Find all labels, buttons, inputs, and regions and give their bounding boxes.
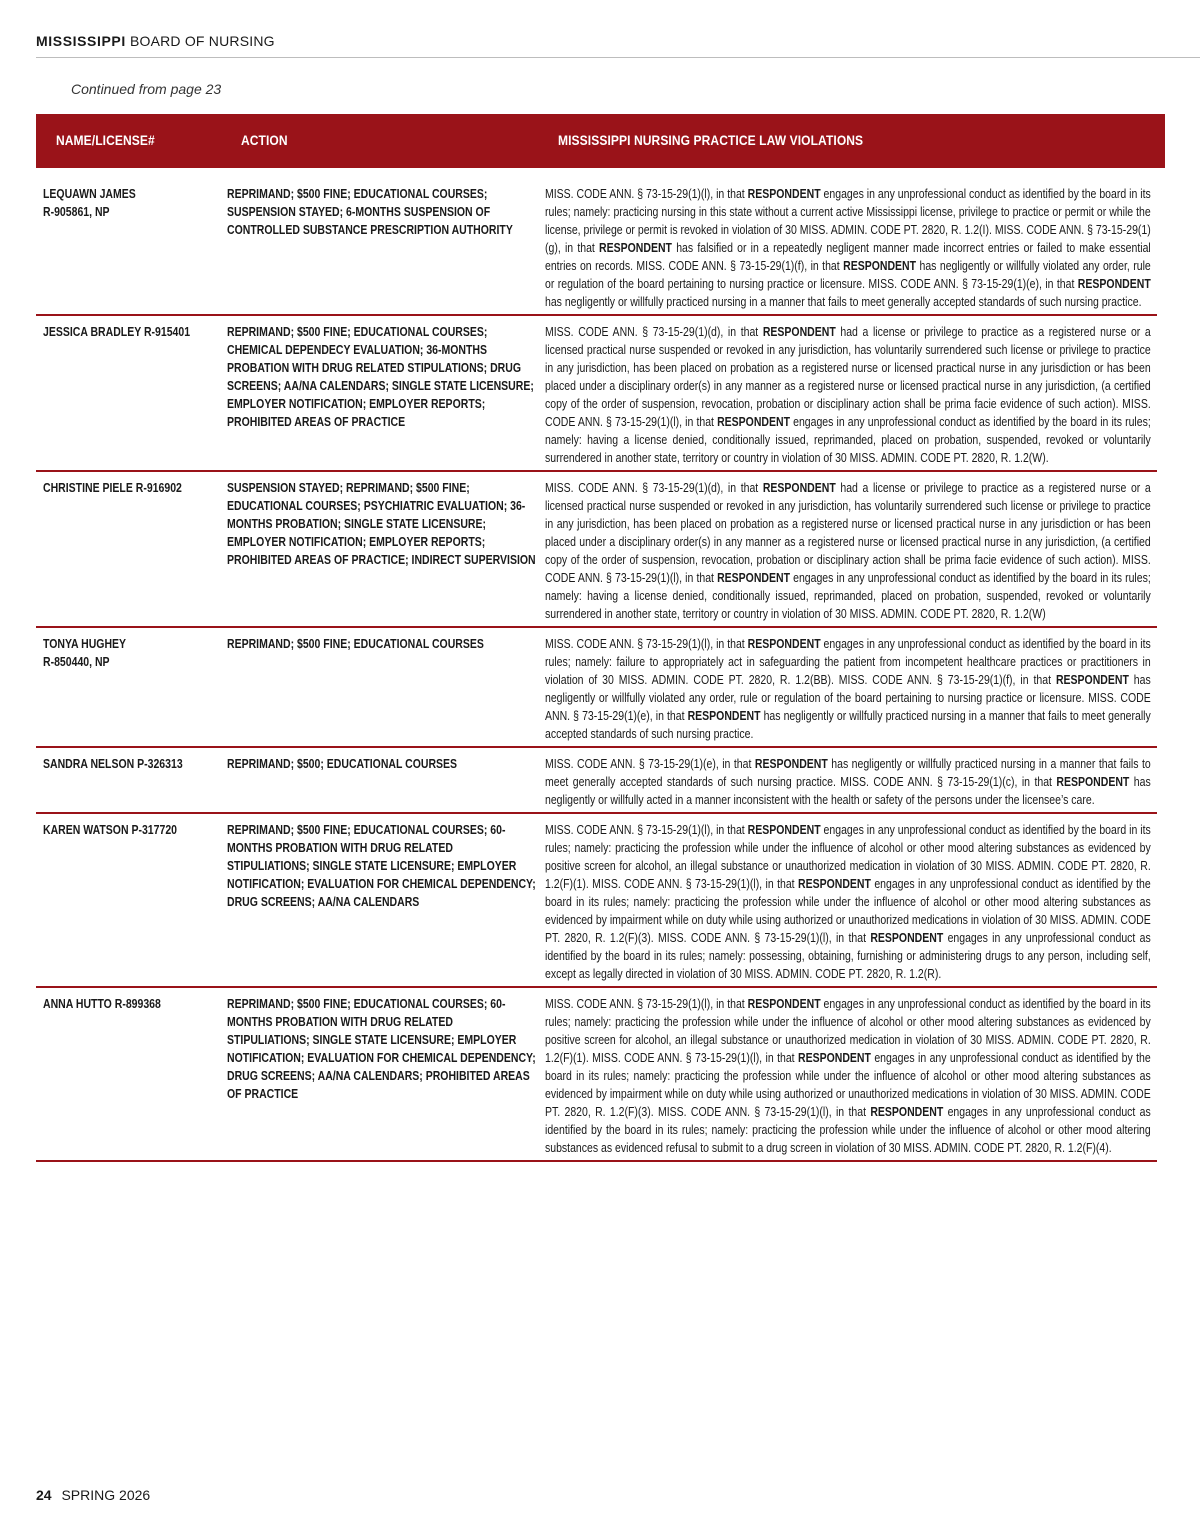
disciplinary-action <box>220 821 538 983</box>
page-footer <box>36 1487 150 1503</box>
licensee-name <box>36 995 220 1157</box>
licensee-name <box>36 635 220 743</box>
page-number: 24 <box>36 1487 52 1503</box>
law-violations-text: MISS. CODE ANN. § 73-15-29(1)(e), in that RESPONDENT has negligently or willfully practiced nursing in a manner that fails to meet generally accepted standards of such nursing practice. MISS. CODE ANN. § 73-15-29(1)(c), in that RESPONDENT has negligently or willfully acted in a manner inconsistent with the health or safety of the persons under the licensee’s care. <box>545 757 1151 807</box>
header-violations: MISSISSIPPI NURSING PRACTICE LAW VIOLATIONS <box>558 132 864 148</box>
masthead-divider <box>36 57 1200 58</box>
table-row <box>36 472 1157 628</box>
law-violations <box>538 755 1157 809</box>
disciplinary-action <box>220 635 538 743</box>
law-violations-text: MISS. CODE ANN. § 73-15-29(1)(d), in that RESPONDENT had a license or privilege to practice as a registered nurse or a licensed practical nurse suspended or revoked in any jurisdiction, has voluntarily surrendered such license or privilege to practice in any jurisdiction, has been placed on probation as a registered nurse or licensed practical nurse in any jurisdiction or has been placed under a disciplinary order(s) in any manner as a registered nurse or licensed practical nurse in any jurisdiction, (a certified copy of the order of suspension, revocation, probation or disciplinary action shall be prima facie evidence of such action). MISS. CODE ANN. § 73-15-29(1)(l), in that RESPONDENT engages in any unprofessional conduct as identified by the board in its rules; namely: having a license denied, conditionally issued, reprimanded, placed on probation, suspended, revoked or voluntarily surrendered in another state, territory or country in violation of 30 MISS. ADMIN. CODE PT. 2820, R. 1.2(W) <box>545 481 1151 621</box>
disciplinary-action-text: SUSPENSION STAYED; REPRIMAND; $500 FINE; EDUCATIONAL COURSES; PSYCHIATRIC EVALUATION; 36-MONTHS PROBATION; SINGLE STATE LICENSURE; EMPLOYER NOTIFICATION; EMPLOYER REPORTS; PROHIBITED AREAS OF PRACTICE; INDIRECT SUPERVISION <box>227 481 536 567</box>
law-violations-text: MISS. CODE ANN. § 73-15-29(1)(l), in that RESPONDENT engages in any unprofessional conduct as identified by the board in its rules; namely: practicing the profession while under the influence of alcohol or other mood altering substances as evidenced by positive screen for alcohol, an illegal substance or unauthorized medication in violation of 30 MISS. ADMIN. CODE PT. 2820, R. 1.2(F)(1). MISS. CODE ANN. § 73-15-29(1)(l), in that RESPONDENT engages in any unprofessional conduct as identified by the board in its rules; namely: practicing the profession while under the influence of alcohol or other mood altering substances as evidenced by impairment while on duty while using authorized or unauthorized medications in violation of 30 MISS. ADMIN. CODE PT. 2820, R. 1.2(F)(3). MISS. CODE ANN. § 73-15-29(1)(l), in that RESPONDENT engages in any unprofessional conduct as identified by the board in its rules; namely: practicing the profession while under the influence of alcohol or other mood altering substances as evidenced refusal to submit to a drug screen in violation of 30 MISS. ADMIN. CODE PT. 2820, R. 1.2(F)(4). <box>545 997 1151 1155</box>
table-row <box>36 316 1157 472</box>
law-violations <box>538 323 1157 467</box>
licensee-name-text: KAREN WATSON P-317720 <box>43 823 178 837</box>
masthead-org-bold: MISSISSIPPI <box>36 33 126 49</box>
law-violations <box>538 821 1157 983</box>
law-violations-text: MISS. CODE ANN. § 73-15-29(1)(l), in that RESPONDENT engages in any unprofessional conduct as identified by the board in its rules; namely: practicing the profession while under the influence of alcohol or other mood altering substances as evidenced by positive screen for alcohol, an illegal substance or unauthorized medication in violation of 30 MISS. ADMIN. CODE PT. 2820, R. 1.2(F)(1). MISS. CODE ANN. § 73-15-29(1)(l), in that RESPONDENT engages in any unprofessional conduct as identified by the board in its rules; namely: practicing the profession while under the influence of alcohol or other mood altering substances as evidenced by impairment while on duty while using authorized or unauthorized medications in violation of 30 MISS. ADMIN. CODE PT. 2820, R. 1.2(F)(3). MISS. CODE ANN. § 73-15-29(1)(l), in that RESPONDENT engages in any unprofessional conduct as identified by the board in its rules; namely: possessing, obtaining, furnishing or administering drugs to any person, including self, except as legally directed in violation of 30 MISS. ADMIN. CODE PT. 2820, R. 1.2(R). <box>545 823 1151 981</box>
licensee-name-text: ANNA HUTTO R-899368 <box>43 997 161 1011</box>
licensee-name-text: JESSICA BRADLEY R-915401 <box>43 325 191 339</box>
disciplinary-action-text: REPRIMAND; $500 FINE; EDUCATIONAL COURSES; 60-MONTHS PROBATION WITH DRUG RELATED STIPULIATIONS; SINGLE STATE LICENSURE; EMPLOYER NOTIFICATION; EVALUATION FOR CHEMICAL DEPENDENCY; DRUG SCREENS; AA/NA CALENDARS; PROHIBITED AREAS OF PRACTICE <box>227 997 536 1101</box>
table-row <box>36 988 1157 1162</box>
law-violations <box>538 995 1157 1157</box>
disciplinary-action <box>220 323 538 467</box>
disciplinary-action-text: REPRIMAND; $500; EDUCATIONAL COURSES <box>227 757 458 771</box>
masthead-org-rest: BOARD OF NURSING <box>129 33 275 49</box>
header-name-license: NAME/LICENSE# <box>56 132 155 148</box>
disciplinary-action-text: REPRIMAND; $500 FINE; EDUCATIONAL COURSES <box>227 637 484 651</box>
licensee-name-text: SANDRA NELSON P-326313 <box>43 757 183 771</box>
disciplinary-action-text: REPRIMAND; $500 FINE; EDUCATIONAL COURSES; SUSPENSION STAYED; 6-MONTHS SUSPENSION OF CONTROLLED SUBSTANCE PRESCRIPTION AUTHORITY <box>227 187 513 237</box>
law-violations <box>538 185 1157 311</box>
law-violations-text: MISS. CODE ANN. § 73-15-29(1)(l), in that RESPONDENT engages in any unprofessional conduct as identified by the board in its rules; namely: practicing nursing in this state without a current active Mississippi license, privilege to practice or permit or while the license, privilege or permit is revoked in violation of 30 MISS. ADMIN. CODE PT. 2820, R. 1.2(I). MISS. CODE ANN. § 73-15-29(1)(g), in that RESPONDENT has falsified or in a repeatedly negligent manner made incorrect entries or failed to make essential entries on records. MISS. CODE ANN. § 73-15-29(1)(f), in that RESPONDENT has negligently or willfully violated any order, rule or regulation of the board pertaining to nursing practice or licensure. MISS. CODE ANN. § 73-15-29(1)(e), in that RESPONDENT has negligently or willfully practiced nursing in a manner that fails to meet generally accepted standards of such nursing practice. <box>545 187 1151 309</box>
licensee-name-text: LEQUAWN JAMES R-905861, NP <box>43 187 136 219</box>
law-violations-text: MISS. CODE ANN. § 73-15-29(1)(l), in that RESPONDENT engages in any unprofessional conduct as identified by the board in its rules; namely: failure to appropriately act in safeguarding the patient from incompetent healthcare practices or practitioners in violation of 30 MISS. ADMIN. CODE PT. 2820, R. 1.2(BB). MISS. CODE ANN. § 73-15-29(1)(f), in that RESPONDENT has negligently or willfully violated any order, rule or regulation of the board pertaining to nursing practice or licensure. MISS. CODE ANN. § 73-15-29(1)(e), in that RESPONDENT has negligently or willfully practiced nursing in a manner that fails to meet generally accepted standards of such nursing practice. <box>545 637 1151 741</box>
continued-note: Continued from page 23 <box>71 81 222 97</box>
disciplinary-action <box>220 755 538 809</box>
table-row <box>36 748 1157 814</box>
table-header <box>36 114 1165 168</box>
disciplinary-action-text: REPRIMAND; $500 FINE; EDUCATIONAL COURSES; CHEMICAL DEPENDECY EVALUATION; 36-MONTHS PROBATION WITH DRUG RELATED STIPULATIONS; DRUG SCREENS; AA/NA CALENDARS; SINGLE STATE LICENSURE; EMPLOYER NOTIFICATION; EMPLOYER REPORTS; PROHIBITED AREAS OF PRACTICE <box>227 325 534 429</box>
masthead <box>36 33 1200 49</box>
disciplinary-action <box>220 995 538 1157</box>
issue-label: SPRING 2026 <box>61 1487 151 1503</box>
licensee-name-text: CHRISTINE PIELE R-916902 <box>43 481 182 495</box>
table-row <box>36 814 1157 988</box>
law-violations <box>538 635 1157 743</box>
licensee-name <box>36 479 220 623</box>
law-violations-text: MISS. CODE ANN. § 73-15-29(1)(d), in that RESPONDENT had a license or privilege to practice as a registered nurse or a licensed practical nurse suspended or revoked in any jurisdiction, has voluntarily surrendered such license or privilege to practice in any jurisdiction, has been placed on probation as a registered nurse or licensed practical nurse in any jurisdiction or has been placed under a disciplinary order(s) in any manner as a registered nurse or licensed practical nurse in any jurisdiction, (a certified copy of the order of suspension, revocation, probation or disciplinary action shall be prima facie evidence of such action). MISS. CODE ANN. § 73-15-29(1)(l), in that RESPONDENT engages in any unprofessional conduct as identified by the board in its rules; namely: having a license denied, conditionally issued, reprimanded, placed on probation, suspended, revoked or voluntarily surrendered in another state, territory or country in violation of 30 MISS. ADMIN. CODE PT. 2820, R. 1.2(W). <box>545 325 1151 465</box>
licensee-name <box>36 755 220 809</box>
disciplinary-action <box>220 185 538 311</box>
licensee-name <box>36 185 220 311</box>
table-row <box>36 628 1157 748</box>
disciplinary-action <box>220 479 538 623</box>
table-row <box>36 178 1157 316</box>
licensee-name <box>36 821 220 983</box>
header-action: ACTION <box>241 132 288 148</box>
licensee-name-text: TONYA HUGHEY R-850440, NP <box>43 637 127 669</box>
disciplinary-action-text: REPRIMAND; $500 FINE; EDUCATIONAL COURSES; 60-MONTHS PROBATION WITH DRUG RELATED STIPULIATIONS; SINGLE STATE LICENSURE; EMPLOYER NOTIFICATION; EVALUATION FOR CHEMICAL DEPENDENCY; DRUG SCREENS; AA/NA CALENDARS <box>227 823 536 909</box>
law-violations <box>538 479 1157 623</box>
licensee-name <box>36 323 220 467</box>
discipline-table <box>36 178 1157 1162</box>
